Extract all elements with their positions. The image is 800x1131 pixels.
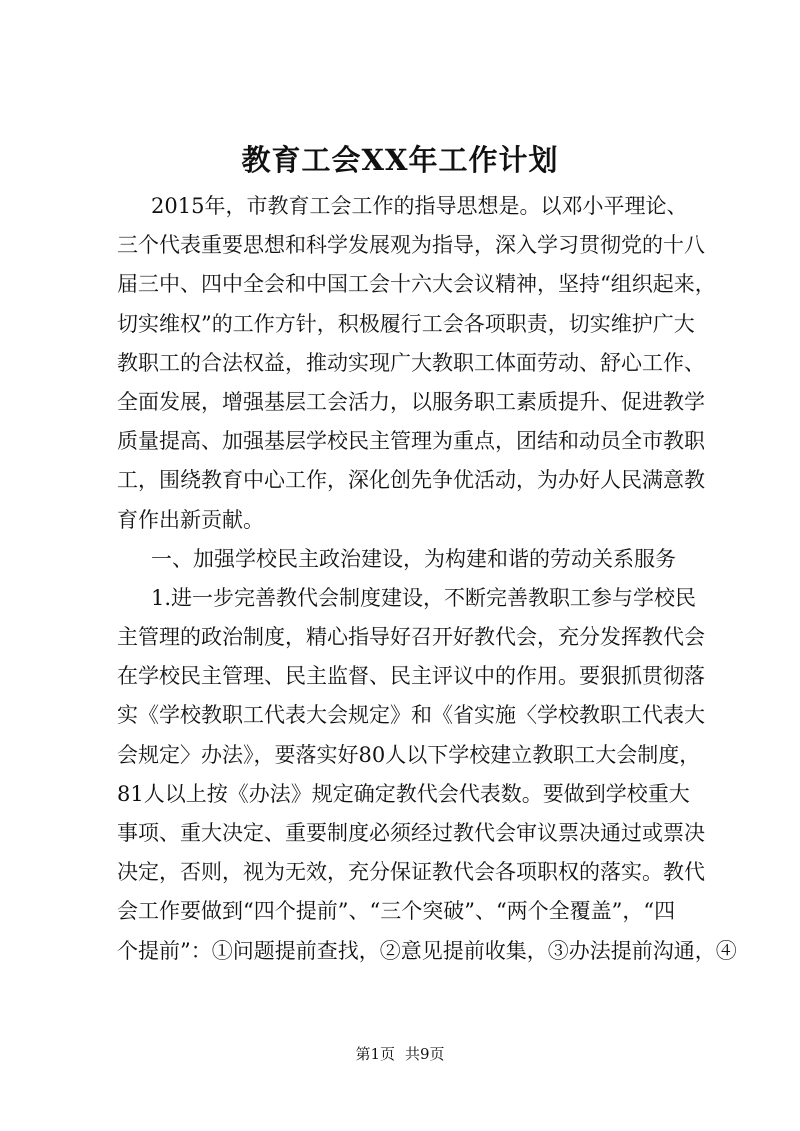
paragraph-line: 个提前”：①问题提前查找，②意见提前收集，③办法提前沟通，④: [117, 938, 737, 963]
paragraph-line: 决定，否则，视为无效，充分保证教代会各项职权的落实。教代: [117, 860, 705, 885]
paragraph-line: 全面发展，增强基层工会活力，以服务职工素质提升、促进教学: [117, 389, 705, 414]
page-footer: [0, 1044, 800, 1064]
document-title: 教育工会XX年工作计划: [241, 143, 559, 177]
paragraph-line: 教职工的合法权益，推动实现广大教职工体面劳动、舒心工作、: [117, 350, 705, 375]
paragraph-line: 切实维权”的工作方针，积极履行工会各项职责，切实维护广大: [117, 311, 695, 336]
paragraph-line: 三个代表重要思想和科学发展观为指导，深入学习贯彻党的十八: [117, 233, 705, 258]
paragraph-line: 在学校民主管理、民主监督、民主评议中的作用。要狠抓贯彻落: [117, 664, 705, 689]
paragraph-line: 会工作要做到“四个提前”、“三个突破”、“两个全覆盖”，“四: [117, 899, 676, 924]
paragraph-line: 会规定〉办法》，要落实好80人以下学校建立教职工大会制度，: [117, 742, 701, 767]
paragraph-line: 育作出新贡献。: [117, 507, 264, 532]
paragraph-line: 81人以上按《办法》规定确定教代会代表数。要做到学校重大: [117, 781, 690, 806]
paragraph-line: 工，围绕教育中心工作，深化创先争优活动，为办好人民满意教: [117, 468, 705, 493]
section-heading: 一、加强学校民主政治建设，为构建和谐的劳动关系服务: [151, 546, 676, 571]
document-body: [117, 187, 737, 971]
paragraph-line: 事项、重大决定、重要制度必须经过教代会审议票决通过或票决: [117, 821, 705, 845]
paragraph-line: 主管理的政治制度，精心指导好召开好教代会，充分发挥教代会: [117, 625, 705, 650]
paragraph-line: 2015年，市教育工会工作的指导思想是。以邓小平理论、: [151, 194, 688, 218]
paragraph-line: 质量提高、加强基层学校民主管理为重点，团结和动员全市教职: [117, 429, 705, 454]
paragraph-line: 实《学校教职工代表大会规定》和《省实施〈学校教职工代表大: [117, 703, 705, 728]
paragraph-line: 届三中、四中全会和中国工会十六大会议精神，坚持“组织起来，: [117, 272, 716, 297]
page-total: 共9页: [405, 1045, 445, 1063]
paragraph-line: 1.进一步完善教代会制度建设，不断完善教职工参与学校民: [151, 585, 697, 610]
page-number: 第1页: [355, 1045, 395, 1063]
